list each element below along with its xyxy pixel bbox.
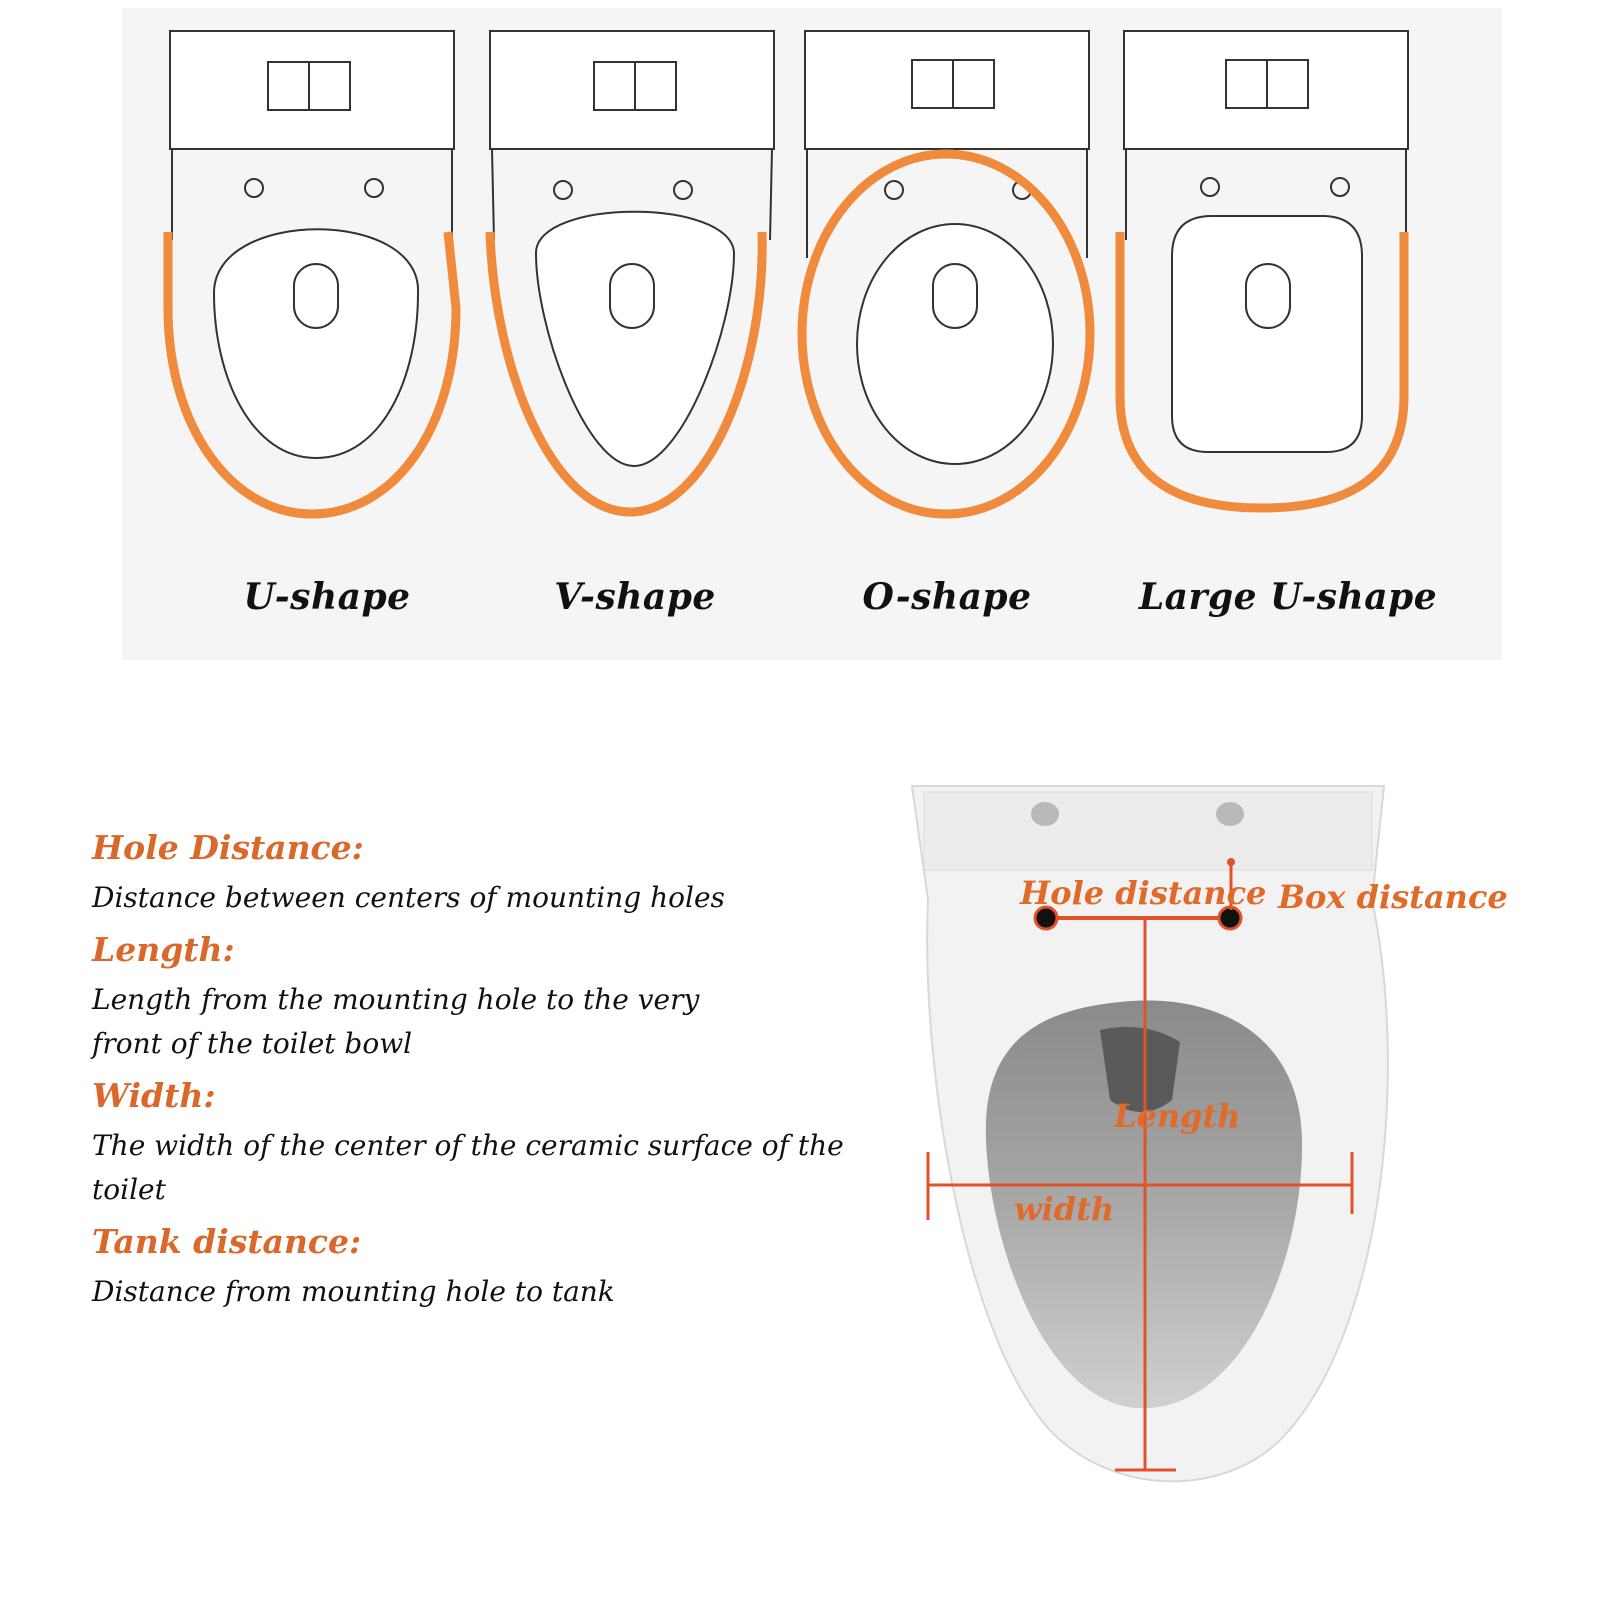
length-annotation: Length	[1114, 1097, 1241, 1135]
u-shape-toilet	[170, 31, 454, 458]
measurement-definitions	[92, 828, 922, 1324]
large-u-shape-label: Large U-shape	[1138, 576, 1438, 618]
width-term: Width:	[92, 1076, 216, 1115]
length-term: Length:	[92, 930, 235, 969]
tank-rim	[924, 792, 1372, 870]
width-annotation: width	[1014, 1190, 1115, 1228]
hole-distance-desc: Distance between centers of mounting holes	[92, 881, 725, 914]
o-shape-label: O-shape	[862, 576, 1032, 618]
tank-button-right	[1216, 802, 1244, 826]
tank-button-left	[1031, 802, 1059, 826]
large-u-shape-toilet	[1124, 31, 1408, 452]
o-shape-toilet	[805, 31, 1089, 464]
tank-distance-term: Tank distance:	[92, 1222, 362, 1261]
hole-distance-annotation: Hole distance	[1020, 874, 1267, 912]
seat-shapes-drawing	[122, 8, 1502, 660]
length-desc: Length from the mounting hole to the very front of the toilet bowl	[92, 983, 700, 1060]
box-distance-annotation: Box distance	[1278, 878, 1508, 916]
tank-distance-desc: Distance from mounting hole to tank	[92, 1275, 615, 1308]
width-desc: The width of the center of the ceramic surface of the toilet	[92, 1129, 844, 1206]
v-shape-label: V-shape	[554, 576, 716, 618]
u-shape-label: U-shape	[243, 576, 411, 618]
seat-shapes-panel	[122, 8, 1502, 660]
hole-distance-term: Hole Distance:	[92, 828, 364, 867]
box-distance-dot	[1227, 858, 1235, 866]
